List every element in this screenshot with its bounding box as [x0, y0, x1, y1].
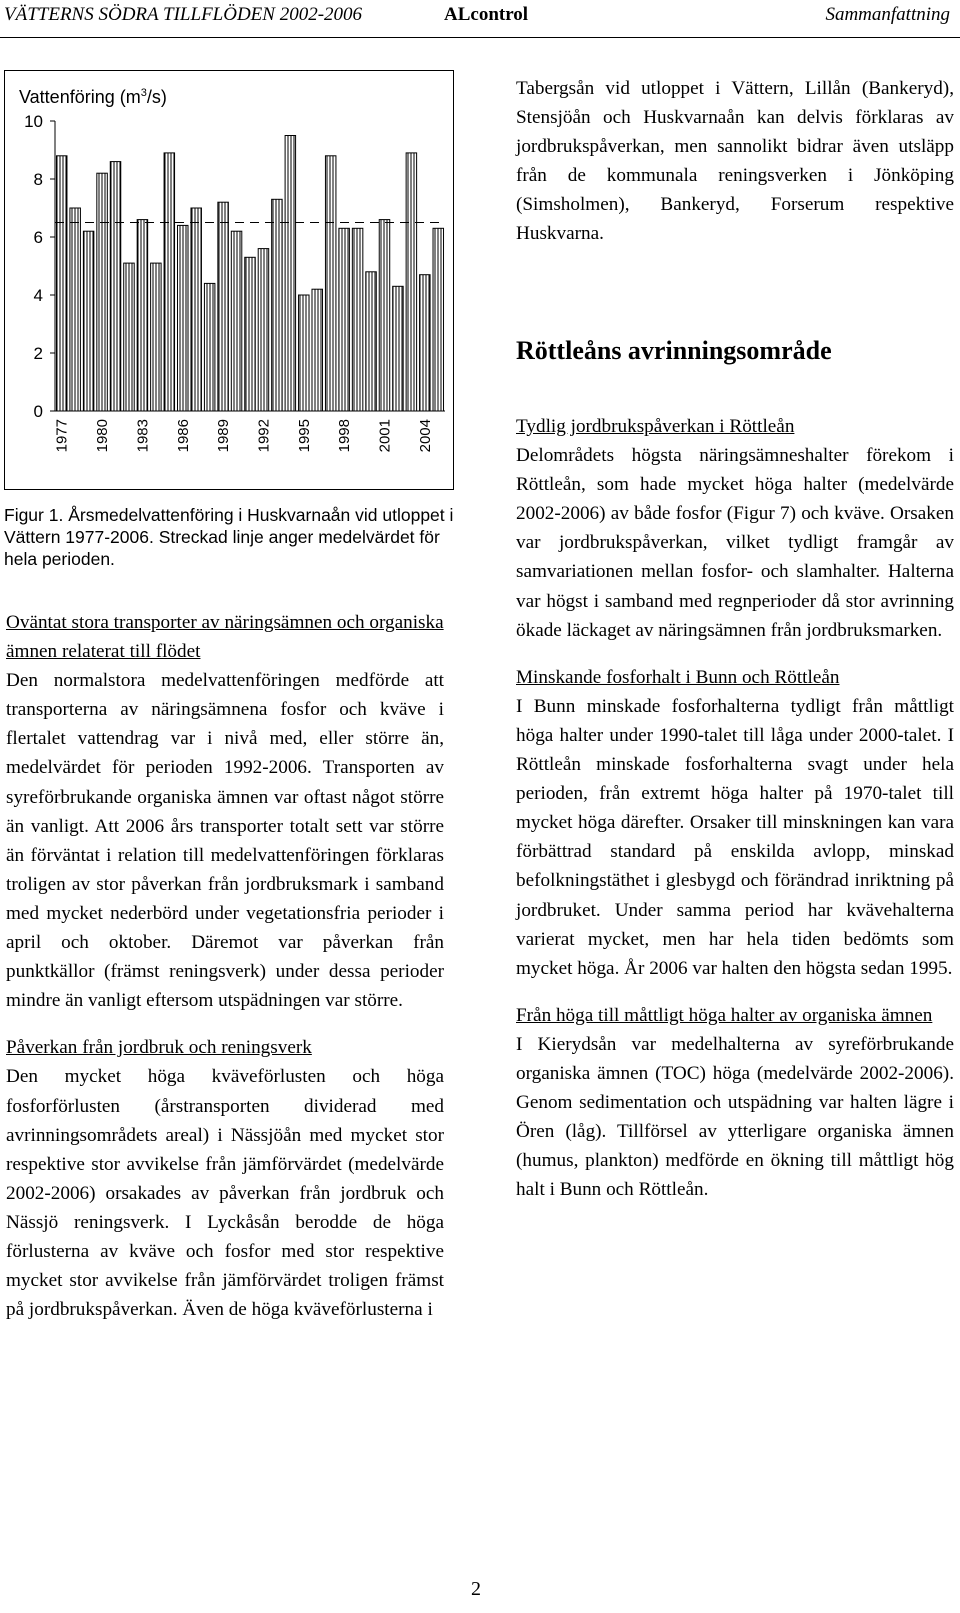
- bar: [339, 228, 349, 411]
- bar: [97, 173, 107, 411]
- figure-caption: Figur 1. Årsmedelvattenföring i Huskvarnaån vid utloppet i Vättern 1977-2006. Streckad linje anger medelvärdet för hela perioden.: [4, 505, 454, 569]
- bar: [110, 162, 120, 411]
- right-column: [516, 412, 954, 1204]
- intro-paragraph: Tabergsån vid utloppet i Vättern, Lillån (Bankeryd), Stensjöån och Huskvarnaån kan delvis förklaras av jordbrukspåverkan, men sannolikt bidrar även utsläpp från de kommunala reningsverken i Jönköping (Simsholmen), Bankeryd, Forserum respektive Huskvarna.: [516, 78, 954, 245]
- bar: [124, 263, 134, 411]
- chart-title: Vattenföring $(m^3/s)$: [19, 87, 167, 107]
- bar: [245, 257, 255, 411]
- y-tick-label: 2: [33, 344, 43, 363]
- bar: [312, 289, 322, 411]
- heading-phosphorus: Minskande fosforhalt i Bunn och Röttleån: [516, 666, 840, 688]
- bar: [70, 208, 80, 411]
- paragraph-organic: I Kierydsån var medelhalterna av syreförbrukande organiska ämnen (TOC) höga (medelvärde 2002-2006). Genom sedimentation och utspädning var halten lägre i Ören (låg). Tillförsel av ytterligare organiska ämnen (humus, plankton) medförde en ökning till måttligt hög halt i Bunn och Röttleån.: [516, 1033, 954, 1201]
- bar: [285, 136, 295, 412]
- section-title: Röttleåns avrinningsområde: [516, 336, 832, 365]
- bar: [204, 283, 214, 411]
- x-tick-label: 1986: [174, 419, 192, 453]
- bar: [272, 199, 282, 411]
- heading-transports: Oväntat stora transporter av näringsämnen och organiska ämnen relaterat till flödet: [6, 612, 444, 663]
- chart-plot: [5, 71, 452, 488]
- bar: [352, 228, 362, 411]
- bar: [218, 202, 228, 411]
- bar: [258, 249, 268, 411]
- header-rule: [0, 37, 960, 38]
- bar: [83, 231, 93, 411]
- page-number: 2: [471, 1578, 481, 1600]
- x-tick-label: 2004: [416, 419, 434, 453]
- y-tick-label: 0: [33, 402, 43, 421]
- bar: [325, 156, 335, 411]
- x-tick-label: 1983: [134, 419, 152, 453]
- bar: [191, 208, 201, 411]
- x-tick-label: 1992: [255, 419, 273, 453]
- bar: [379, 220, 389, 411]
- bar: [231, 231, 241, 411]
- bar: [420, 275, 430, 411]
- bar: [178, 225, 188, 411]
- bar: [433, 228, 443, 411]
- x-tick-label: 1998: [336, 419, 354, 453]
- paragraph-transports: Den normalstora medelvattenföringen medförde att transporterna av näringsämnena fosfor och kväve i flertalet vattendrag var i nivå med, eller större än, medelvärdet för perioden 1992-2006. Transporten av syreförbrukande organiska ämnen var oftast något större än vanligt. Att 2006 års transporter totalt sett var större än förväntat i relation till medelvattenföringen förklaras troligen av stor påverkan från jordbruksmark i samband med mycket nederbörd under vegetationsfria perioder i april och oktober. Däremot var påverkan från punktkällor (främst reningsverk) under dessa perioder mindre än vanligt eftersom utspädningen var större.: [6, 670, 444, 1012]
- x-tick-label: 1980: [94, 419, 112, 453]
- y-tick-label: 4: [33, 286, 43, 305]
- x-tick-label: 1989: [215, 419, 233, 453]
- y-tick-label: 6: [33, 228, 43, 247]
- bar: [151, 263, 161, 411]
- heading-organic: Från höga till måttligt höga halter av organiska ämnen: [516, 1004, 933, 1026]
- header-section: Sammanfattning: [825, 4, 950, 25]
- paragraph-rottlean: Delområdets högsta näringsämneshalter förekom i Röttleån, som hade mycket höga halter (medelvärde 2002-2006) av både fosfor (Figur 7) och kväve. Orsaken var jordbrukspåverkan, vilket tydligt framgår av samvariationen mellan fosfor- och slamhalter. Halterna var högst i samband med regnperioder då stor avrinning ökade läckaget av näringsämnen från jordbruksmarken.: [516, 445, 954, 641]
- x-tick-label: 1977: [53, 419, 71, 453]
- bar: [406, 153, 416, 411]
- bar: [299, 295, 309, 411]
- y-tick-label: 8: [33, 170, 43, 189]
- x-tick-label: 2001: [376, 419, 394, 453]
- bar: [366, 272, 376, 411]
- y-tick-label: 10: [24, 112, 43, 131]
- bar: [56, 156, 66, 411]
- header-company: ALcontrol: [444, 4, 529, 25]
- bar: [164, 153, 174, 411]
- bar: [137, 220, 147, 411]
- bar: [393, 286, 403, 411]
- heading-agriculture: Påverkan från jordbruk och reningsverk: [6, 1037, 312, 1059]
- paragraph-phosphorus: I Bunn minskade fosforhalterna tydligt från måttligt höga halter under 1990-talet till låga under 2000-talet. I Röttleån minskade fosforhalterna svagt under hela perioden, från extremt höga halter på 1970-talet till mycket höga därefter. Orsaker till minskningen kan vara förbättrad standard på enskilda avlopp, minskad befolkningstäthet i glesbygd och förändrad inriktning på jordbruket. Under samma period har kvävehalterna varierat mycket, men har hela tiden bedömts som mycket höga. År 2006 var halten den högsta sedan 1995.: [516, 695, 954, 979]
- x-tick-label: 1995: [295, 419, 313, 453]
- heading-rottlean: Tydlig jordbrukspåverkan i Röttleån: [516, 416, 795, 437]
- right-column-intro: [516, 74, 954, 249]
- paragraph-agriculture: Den mycket höga kväveförlusten och höga fosforförlusten (årstransporten dividerad med avrinningsområdets areal) i Nässjöån med mycket stor respektive stor avvikelse från jämförvärdet (medelvärde 2002-2006) orsakades av påverkan från jordbruk och Nässjö reningsverk. I Lyckåsån berodde de höga förlusterna av kväve och fosfor med stor respektive mycket stor avvikelse från jämförvärdet troligen främst på jordbrukspåverkan. Även de höga kväveförlusterna i: [6, 1066, 444, 1321]
- header-report-title: VÄTTERNS SÖDRA TILLFLÖDEN 2002-2006: [4, 4, 363, 25]
- flow-chart: [4, 70, 454, 490]
- page-header: [0, 0, 960, 40]
- left-column: [6, 608, 444, 1324]
